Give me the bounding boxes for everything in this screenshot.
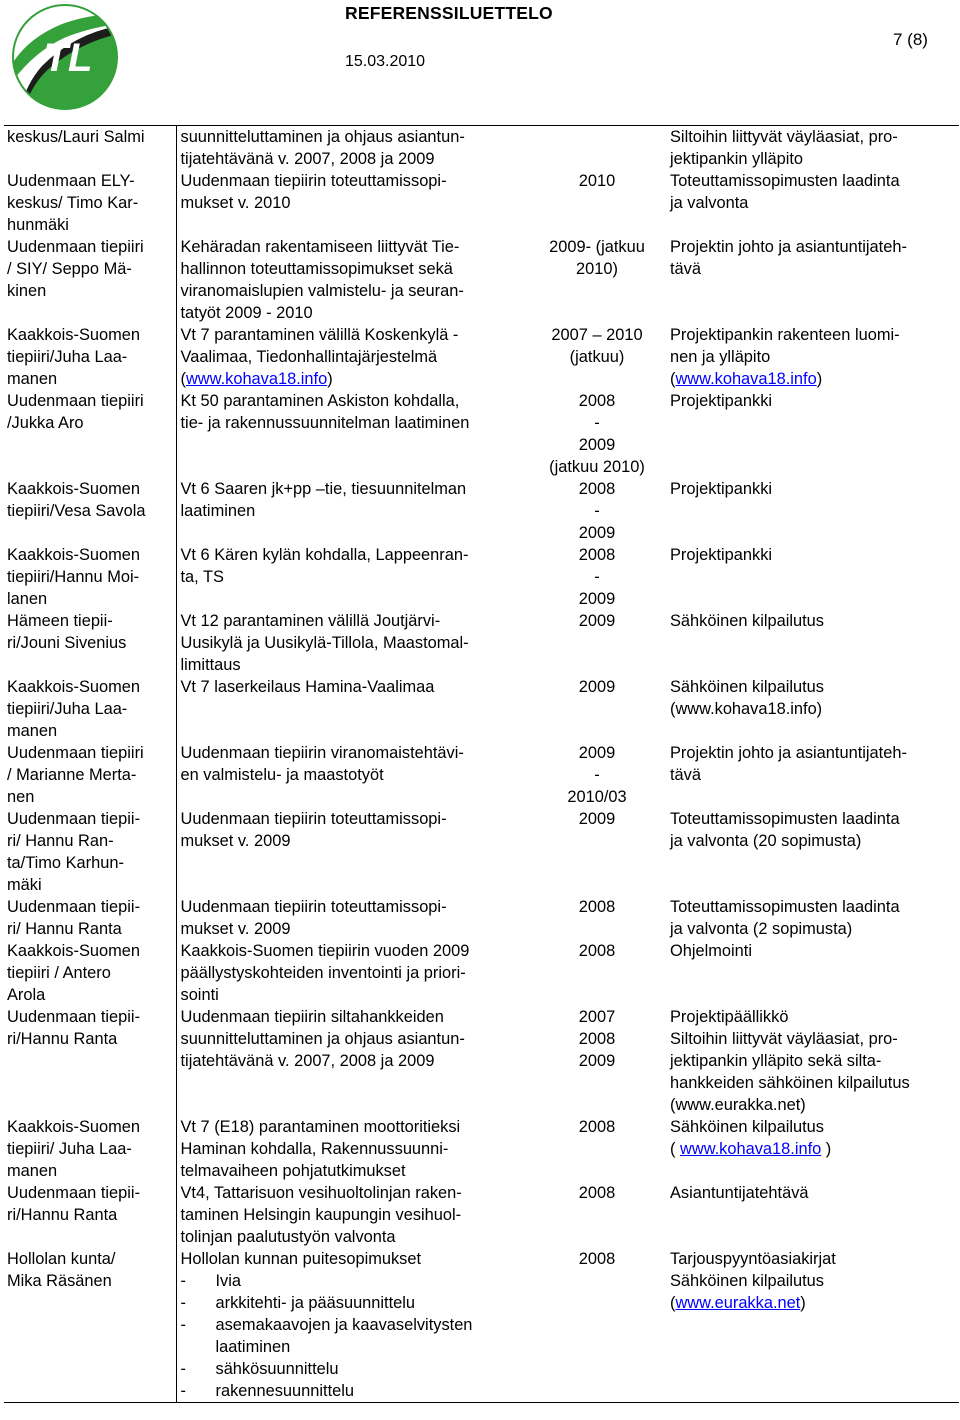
year-text: 2009 [578,612,616,630]
project-list-item-text: rakennesuunnittelu [215,1382,355,1400]
project-text: Uudenmaan tiepiirin toteuttamissopi- mukset v. 2009 [180,810,447,850]
task-text: Projektipankki [670,546,773,564]
tl-logo [12,4,118,110]
client-text: Kaakkois-Suomen tiepiiri / Antero Arola [7,942,141,1004]
project-list-item [181,1358,533,1380]
task-cell [662,940,959,1006]
table-row [4,676,959,742]
year-text: 2009 [578,678,616,696]
task-text: Toteuttamissopimusten laadinta ja valvonta (2 sopimusta) [670,898,900,938]
table-row [4,478,959,544]
client-text: Uudenmaan ELY- keskus/ Timo Kar- hunmäki [7,172,139,234]
year-cell [534,676,662,742]
client-cell [4,1248,176,1403]
task-text: Sähköinen kilpailutus [670,1118,824,1136]
year-text: 2008 [578,942,616,960]
client-cell [4,236,176,324]
paren: ) [821,1140,832,1158]
project-text: Vt 7 laserkeilaus Hamina-Vaalimaa [180,678,435,696]
project-text: Vt4, Tattarisuon vesihuoltolinjan raken- taminen Helsingin kaupungin vesihuol- tolinjan paalutustyön valvonta [180,1184,462,1246]
year-cell [534,1006,662,1116]
paren: ( [670,1294,676,1312]
client-text: Uudenmaan tiepiiri / Marianne Merta- nen [7,744,144,806]
client-cell [4,896,176,940]
project-list-item-text: arkkitehti- ja pääsuunnittelu [215,1294,416,1312]
task-cell [662,896,959,940]
task-text: Sähköinen kilpailutus (www.kohava18.info) [670,678,824,718]
project-cell [176,126,534,171]
year-text: 2007 2008 2009 [578,1008,616,1070]
project-cell [176,742,534,808]
client-text: Kaakkois-Suomen tiepiiri/Juha Laa- manen [7,678,141,740]
year-text: 2007 – 2010 (jatkuu) [551,326,643,366]
project-text: Uudenmaan tiepiirin siltahankkeiden suunnitteluttaminen ja ohjaus asiantun- tijatehtävänä v. 2007, 2008 ja 2009 [180,1008,465,1070]
task-text: Asiantuntijatehtävä [670,1184,809,1202]
client-text: Hollolan kunta/ Mika Räsänen [7,1250,116,1290]
project-cell [176,940,534,1006]
client-text: Kaakkois-Suomen tiepiiri/Vesa Savola [7,480,146,520]
year-text: 2008 [578,1250,616,1268]
client-text: Uudenmaan tiepii- ri/Hannu Ranta [7,1184,141,1224]
year-cell [534,390,662,478]
project-list-item [181,1292,533,1314]
table-row [4,896,959,940]
client-cell [4,808,176,896]
table-row [4,390,959,478]
project-cell [176,1006,534,1116]
task-text: Projektipankki [670,480,773,498]
project-link[interactable]: www.kohava18.info [185,370,328,388]
task-text: Toteuttamissopimusten laadinta ja valvonta [670,172,900,212]
svg-text:TL: TL [43,36,93,80]
table-row [4,808,959,896]
year-cell [534,1116,662,1182]
task-cell [662,236,959,324]
bullet-dash: - [180,1272,186,1290]
client-text: Kaakkois-Suomen tiepiiri/ Juha Laa- manen [7,1118,141,1180]
project-text: Vt 6 Saaren jk+pp –tie, tiesuunnitelman laatiminen [180,480,467,520]
client-cell [4,940,176,1006]
year-cell [534,742,662,808]
year-cell [534,808,662,896]
paren: ) [800,1294,806,1312]
year-text: 2008 - 2009 [578,480,616,542]
table-row [4,126,959,171]
client-text: Kaakkois-Suomen tiepiiri/Juha Laa- manen [7,326,141,388]
year-text: 2008 [578,898,616,916]
task-cell [662,1248,959,1403]
project-list-item-text: Ivia [215,1272,242,1290]
project-text: Vt 7 parantaminen välillä Koskenkylä - Vaalimaa, Tiedonhallintajärjestelmä [180,326,459,366]
task-cell [662,808,959,896]
task-cell [662,1182,959,1248]
project-text: Uudenmaan tiepiirin toteuttamissopi- mukset v. 2009 [180,898,447,938]
year-cell [534,544,662,610]
table-row [4,1248,959,1403]
client-cell [4,324,176,390]
table-row [4,1182,959,1248]
project-text: Uudenmaan tiepiirin toteuttamissopi- mukset v. 2010 [180,172,447,212]
task-cell [662,676,959,742]
client-text: Uudenmaan tiepii- ri/ Hannu Ran- ta/Timo Karhun- mäki [7,810,141,894]
project-cell [176,324,534,390]
table-row [4,742,959,808]
client-cell [4,126,176,171]
task-cell [662,742,959,808]
year-cell [534,940,662,1006]
project-list-item-text: asemakaavojen ja kaavaselvitysten laatiminen [215,1316,473,1356]
table-row [4,940,959,1006]
task-cell [662,126,959,171]
year-text: 2008 - 2009 (jatkuu 2010) [549,392,645,476]
table-row [4,324,959,390]
year-text: 2009 - 2010/03 [567,744,627,806]
client-cell [4,390,176,478]
client-cell [4,1006,176,1116]
reference-table-body [4,126,959,1403]
task-cell [662,324,959,390]
task-text: Sähköinen kilpailutus [670,612,824,630]
task-cell [662,1006,959,1116]
client-cell [4,610,176,676]
year-text: 2008 - 2009 [578,546,616,608]
year-text: 2009- (jatkuu 2010) [549,238,645,278]
table-row [4,544,959,610]
project-text: suunnitteluttaminen ja ohjaus asiantun- tijatehtävänä v. 2007, 2008 ja 2009 [180,128,465,168]
task-text: Projektipankin rakenteen luomi- nen ja ylläpito [670,326,900,366]
year-cell [534,610,662,676]
year-cell [534,236,662,324]
paren: ) [327,370,333,388]
client-cell [4,1116,176,1182]
paren: ( [670,370,676,388]
project-cell [176,610,534,676]
task-text: Projektin johto ja asiantuntijateh- tävä [670,744,907,784]
year-text: 2008 [578,1184,616,1202]
bullet-dash: - [180,1360,186,1378]
year-cell [534,1182,662,1248]
year-cell [534,1248,662,1403]
paren: ( [670,1140,681,1158]
year-cell [534,126,662,171]
client-text: Kaakkois-Suomen tiepiiri/Hannu Moi- lanen [7,546,141,608]
task-text: Tarjouspyyntöasiakirjat Sähköinen kilpailutus [670,1250,836,1290]
project-list-item [181,1380,533,1402]
project-cell [176,236,534,324]
year-cell [534,896,662,940]
project-cell [176,478,534,544]
project-text: Vt 12 parantaminen välillä Joutjärvi- Uusikylä ja Uusikylä-Tillola, Maastomal- limittaus [180,612,469,674]
client-text: Uudenmaan tiepiiri / SIY/ Seppo Mä- kinen [7,238,144,300]
task-cell [662,610,959,676]
project-cell [176,390,534,478]
task-cell [662,390,959,478]
project-cell [176,676,534,742]
client-cell [4,1182,176,1248]
task-link[interactable]: www.kohava18.info [675,370,817,388]
task-cell [662,544,959,610]
table-row [4,1006,959,1116]
document-date: 15.03.2010 [345,53,426,70]
page-number: 7 (8) [893,30,928,49]
bullet-dash: - [180,1382,186,1400]
table-row [4,170,959,236]
project-list-item [181,1314,533,1358]
year-text: 2008 [578,1118,616,1136]
task-cell [662,1116,959,1182]
client-text: Uudenmaan tiepii- ri/ Hannu Ranta [7,898,141,938]
project-text: Vt 6 Kären kylän kohdalla, Lappeenran- ta, TS [180,546,469,586]
project-list-item-text: sähkösuunnittelu [215,1360,339,1378]
task-link[interactable]: www.kohava18.info [680,1140,822,1158]
client-cell [4,742,176,808]
project-text: Uudenmaan tiepiirin viranomaistehtävi- en valmistelu- ja maastotyöt [180,744,464,784]
client-cell [4,170,176,236]
task-text: Siltoihin liittyvät väyläasiat, pro- jektipankin ylläpito [670,128,898,168]
task-text: Projektipäällikkö Siltoihin liittyvät väyläasiat, pro- jektipankin ylläpito sekä silta- hankkeiden sähköinen kilpailutus (www.eurakka.net) [670,1008,910,1114]
task-cell [662,170,959,236]
client-text: Uudenmaan tiepiiri /Jukka Aro [7,392,144,432]
client-cell [4,544,176,610]
project-cell [176,808,534,896]
year-cell [534,170,662,236]
project-text: Hollolan kunnan puitesopimukset [180,1250,422,1268]
bullet-dash: - [180,1294,186,1312]
task-cell [662,478,959,544]
paren: ) [816,370,823,388]
table-row [4,610,959,676]
project-cell [176,1182,534,1248]
client-text: Hämeen tiepii- ri/Jouni Sivenius [7,612,127,652]
project-text: Kaakkois-Suomen tiepiirin vuoden 2009 päällystyskohteiden inventointi ja priori- sointi [180,942,470,1004]
client-cell [4,478,176,544]
project-cell [176,1116,534,1182]
task-text: Projektipankki [670,392,773,410]
client-cell [4,676,176,742]
reference-table [4,125,959,1403]
table-row [4,1116,959,1182]
project-list-item [181,1270,533,1292]
project-text: Kehäradan rakentamiseen liittyvät Tie- hallinnon toteuttamissopimukset sekä viranomaislupien valmistelu- ja seuran- tatyöt 2009 - 2010 [180,238,464,322]
bullet-dash: - [180,1316,186,1334]
project-cell [176,1248,534,1403]
year-text: 2009 [578,810,616,828]
task-text: Toteuttamissopimusten laadinta ja valvonta (20 sopimusta) [670,810,900,850]
document-title: REFERENSSILUETTELO [345,3,553,23]
year-cell [534,324,662,390]
project-text: Kt 50 parantaminen Askiston kohdalla, tie- ja rakennussuunnitelman laatiminen [180,392,470,432]
client-text: keskus/Lauri Salmi [7,128,145,146]
paren: ( [180,370,186,388]
project-cell [176,170,534,236]
project-text: Vt 7 (E18) parantaminen moottoritieksi Haminan kohdalla, Rakennussuunni- telmavaiheen pohjatutkimukset [180,1118,461,1180]
task-link[interactable]: www.eurakka.net [675,1294,801,1312]
task-text: Ohjelmointi [670,942,752,960]
year-cell [534,478,662,544]
year-text: 2010 [578,172,616,190]
task-text: Projektin johto ja asiantuntijateh- tävä [670,238,907,278]
client-text: Uudenmaan tiepii- ri/Hannu Ranta [7,1008,141,1048]
project-cell [176,896,534,940]
table-row [4,236,959,324]
project-cell [176,544,534,610]
